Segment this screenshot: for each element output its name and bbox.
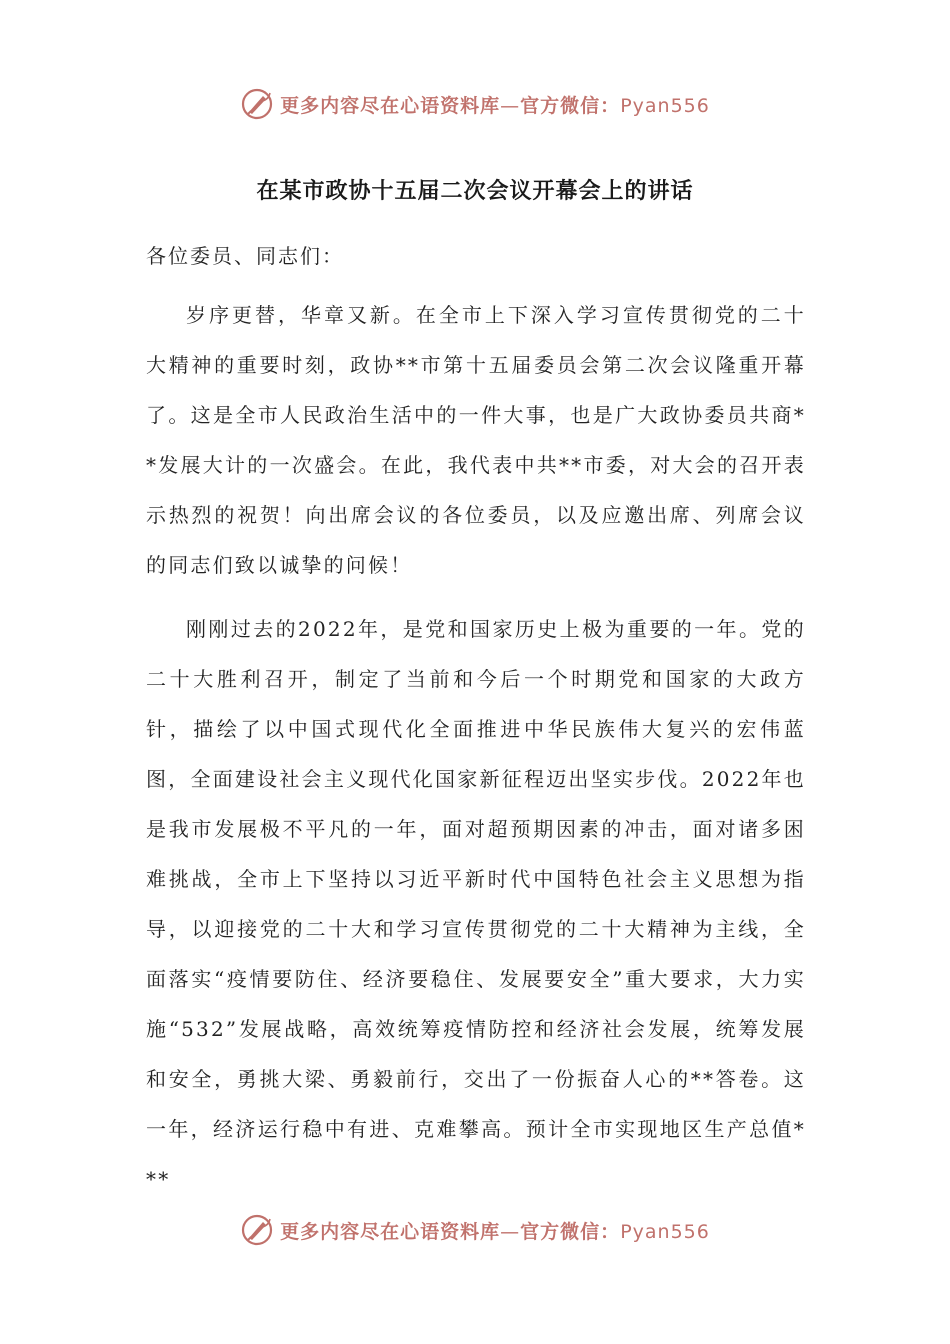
document-title: 在某市政协十五届二次会议开幕会上的讲话 [256,179,694,204]
paragraph-1: 岁序更替，华章又新。在全市上下深入学习宣传贯彻党的二十大精神的重要时刻，政协**市第十五届委员会第二次会议隆重开幕了。这是全市人民政治生活中的一件大事，也是广大政协委员共商**发展大计的一次盛会。在此，我代表中共**市委，对大会的召开表示热烈的祝贺！向出席会议的各位委员，以及应邀出席、列席会议的同志们致以诚挚的问候！ [146,303,806,577]
watermark-label: 官方微信： [520,1220,621,1243]
watermark-wechat-id: Pyan556 [620,94,710,117]
watermark-brand: 更多内容尽在心语资料库 [280,94,501,117]
watermark-separator: — [500,1220,521,1243]
paragraph-2: 刚刚过去的2022年，是党和国家历史上极为重要的一年。党的二十大胜利召开，制定了当前和今后一个时期党和国家的大政方针，描绘了以中国式现代化全面推进中华民族伟大复兴的宏伟蓝图，全面建设社会主义现代化国家新征程迈出坚实步伐。2022年也是我市发展极不平凡的一年，面对超预期因素的冲击，面对诸多困难挑战，全市上下坚持以习近平新时代中国特色社会主义思想为指导，以迎接党的二十大和学习宣传贯彻党的二十大精神为主线，全面落实“疫情要防住、经济要稳住、发展要安全”重大要求，大力实施“532”发展战略，高效统筹疫情防控和经济社会发展，统筹发展和安全，勇挑大梁、勇毅前行，交出了一份振奋人心的**答卷。这一年，经济运行稳中有进、克难攀高。预计全市实现地区生产总值*** [146,617,806,1191]
watermark-text [280,1217,710,1244]
document-body [146,236,806,1218]
watermark-wechat-id: Pyan556 [620,1220,710,1243]
watermark-label: 官方微信： [520,94,621,117]
watermark-text [280,91,710,118]
watermark-header [0,84,950,124]
quill-pen-logo-icon [240,1213,274,1247]
quill-pen-logo-icon [240,87,274,121]
watermark-brand: 更多内容尽在心语资料库 [280,1220,501,1243]
watermark-separator: — [500,94,521,117]
watermark-footer [0,1210,950,1250]
salutation: 各位委员、同志们： [146,244,344,268]
